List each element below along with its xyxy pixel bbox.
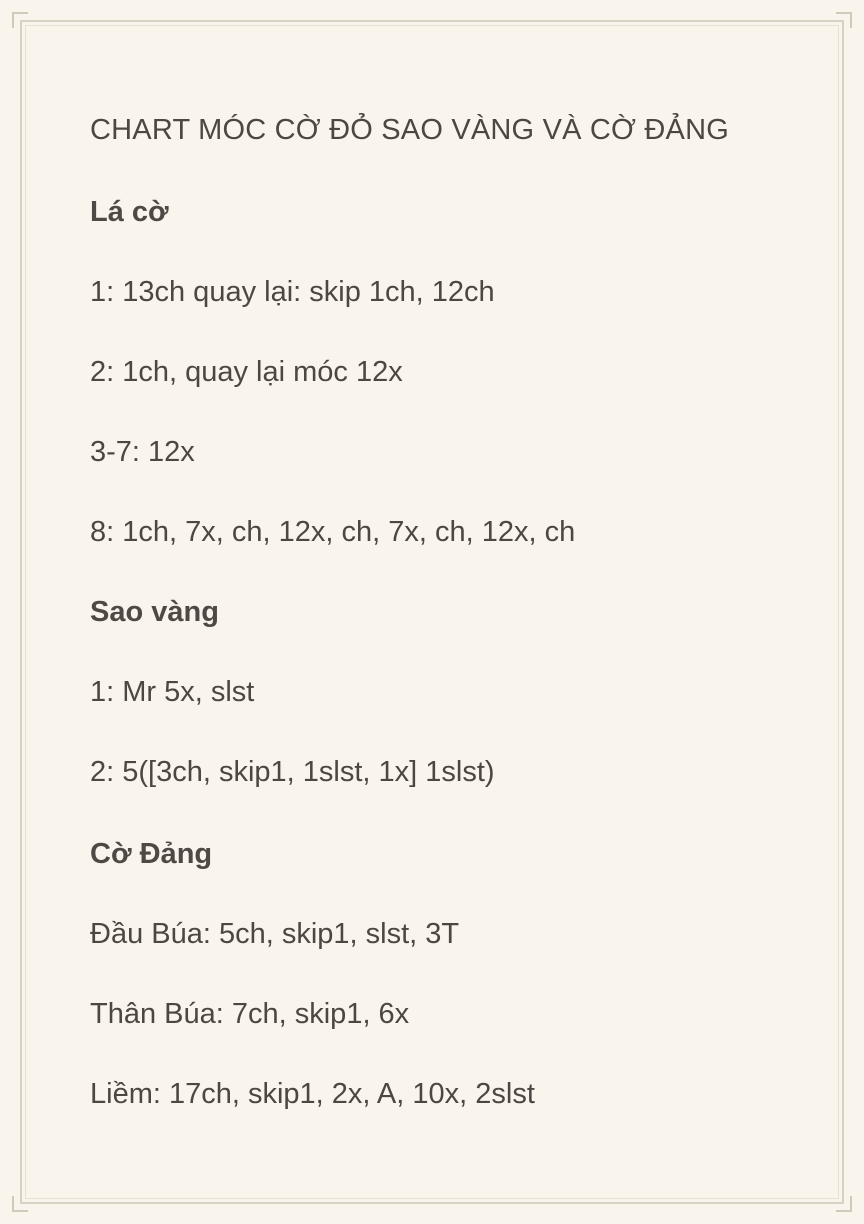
document-title: CHART MÓC CỜ ĐỎ SAO VÀNG VÀ CỜ ĐẢNG	[90, 114, 729, 146]
corner-ornament-top-left	[12, 12, 28, 28]
pattern-row: 8: 1ch, 7x, ch, 12x, ch, 7x, ch, 12x, ch	[90, 516, 576, 548]
section-heading-co-dang: Cờ Đảng	[90, 838, 213, 870]
pattern-row: 1: 13ch quay lại: skip 1ch, 12ch	[90, 276, 495, 308]
pattern-row: Liềm: 17ch, skip1, 2x, A, 10x, 2slst	[90, 1078, 535, 1110]
corner-ornament-top-right	[836, 12, 852, 28]
pattern-row: Đầu Búa: 5ch, skip1, slst, 3T	[90, 918, 460, 950]
pattern-row: 2: 1ch, quay lại móc 12x	[90, 356, 403, 388]
pattern-row: 3-7: 12x	[90, 436, 195, 468]
pattern-row: Thân Búa: 7ch, skip1, 6x	[90, 998, 410, 1030]
corner-ornament-bottom-left	[12, 1196, 28, 1212]
section-heading-la-co: Lá cờ	[90, 196, 169, 228]
pattern-row: 2: 5([3ch, skip1, 1slst, 1x] 1slst)	[90, 756, 495, 788]
section-heading-sao-vang: Sao vàng	[90, 596, 219, 628]
pattern-row: 1: Mr 5x, slst	[90, 676, 255, 708]
corner-ornament-bottom-right	[836, 1196, 852, 1212]
